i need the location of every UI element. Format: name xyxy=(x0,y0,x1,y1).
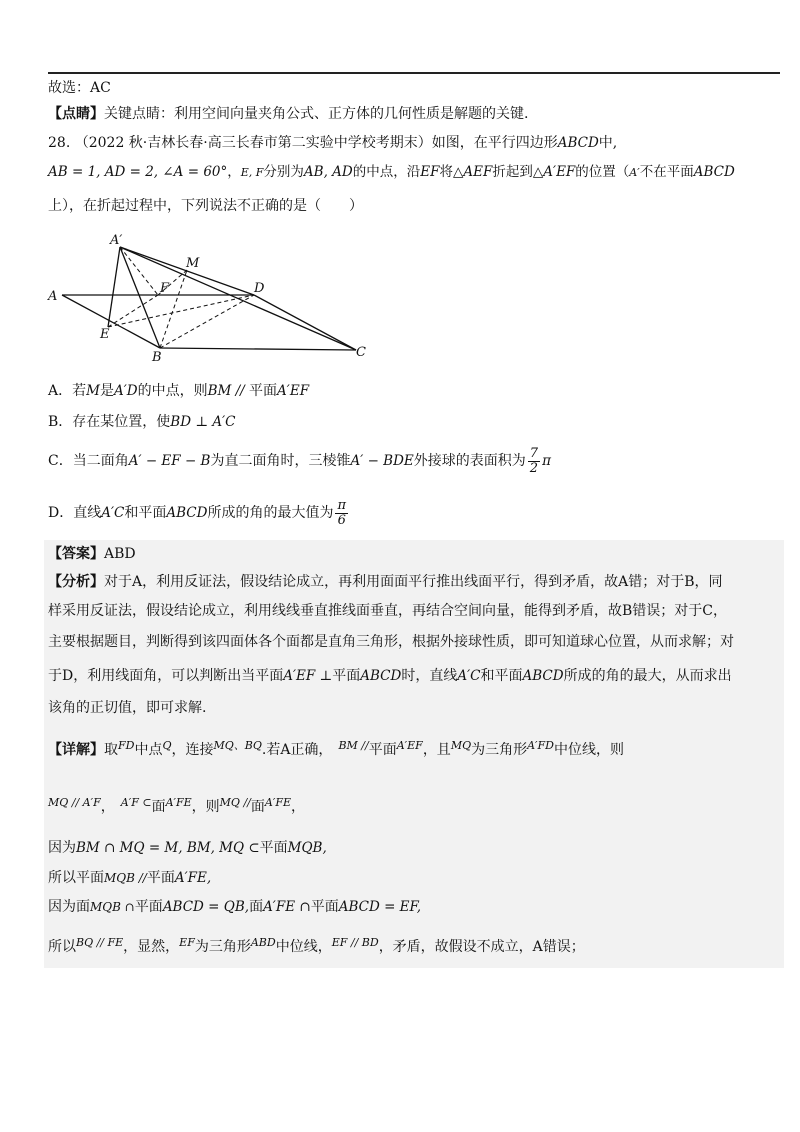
analysis-line-3: 主要根据题目，判断得到该四面体各个面都是直角三角形，根据外接球性质，即可知道球心位置，从而求解；对 xyxy=(48,634,734,650)
edge-a-e xyxy=(108,247,120,327)
edge-a-d xyxy=(120,247,254,295)
edge-e-f-dashed xyxy=(108,295,158,327)
fraction-seven-halves: $\frac{7}{2}$ xyxy=(529,445,539,476)
label-a: A xyxy=(48,289,58,304)
edge-b-d-dashed xyxy=(160,295,254,348)
analysis-line-1: 【分析】对于A，利用反证法，假设结论成立，再利用面面平行推出线面平行，得到矛盾，故A错；对于B，同 xyxy=(48,574,723,590)
detail-line-6: 所以$^{BQ // FE}$，显然，$^{EF}$为三角形$^{ABD}$中位线，$^{EF // BD}$，矛盾，故假设不成立，A错误； xyxy=(48,936,585,955)
edge-d-c xyxy=(254,295,356,350)
label-e: E xyxy=(100,327,110,342)
option-b: B．存在某位置，使BD ⊥ A′C xyxy=(48,414,236,430)
dianjing-tag: 【点睛】 xyxy=(48,106,104,122)
label-m: M xyxy=(186,256,200,271)
detail-line-1: 【详解】取$^{FD}$中点$^Q$，连接$^{MQ、BQ}$.若A正确， $^{BM //}$平面$^{A'EF}$，且$^{MQ}$为三角形$^{A'FD}$中位线，则 xyxy=(48,739,624,758)
header-rule xyxy=(48,72,780,74)
analysis-line-2: 样采用反证法，假设结论成立，利用线线垂直推线面垂直，再结合空间向量，能得到矛盾，故B错误；对于C， xyxy=(48,603,727,619)
label-a-prime: A′ xyxy=(110,233,123,248)
question-line-2: AB = 1, AD = 2, ∠A = 60°，E, F分别为AB, AD的中点，沿EF将△AEF折起到△A′EF的位置（A′不在平面ABCD xyxy=(48,164,735,180)
option-a: A．若M是A′D的中点，则BM // 平面A′EF xyxy=(48,383,310,399)
previous-answer: 故选：AC xyxy=(48,80,111,96)
detail-line-2: $^{MQ // A'F}$， $^{A'F \subset}$面$^{A'FE}$，则$^{MQ //}$面$^{A'FE}$， xyxy=(48,796,305,815)
question-line-1: 28. （2022 秋·吉林长春·高三长春市第二实验中学校考期末）如图，在平行四边形ABCD中, xyxy=(48,135,618,151)
analysis-line-4: 于D，利用线面角，可以判断出当平面A′EF ⊥平面ABCD时，直线A′C和平面ABCD所成的角的最大，从而求出 xyxy=(48,668,732,684)
answer-line: 【答案】ABD xyxy=(48,546,136,562)
label-d: D xyxy=(254,281,265,296)
detail-line-3: 因为BM ∩ MQ = M, BM, MQ ⊂平面MQB, xyxy=(48,840,327,856)
detail-line-5: 因为面MQB ∩平面ABCD = QB,面A′FE ∩平面ABCD = EF, xyxy=(48,899,422,915)
dianjing-note: 【点睛】关键点睛：利用空间向量夹角公式、正方体的几何性质是解题的关键. xyxy=(48,106,529,122)
geometry-figure xyxy=(46,228,386,368)
analysis-line-5: 该角的正切值，即可求解. xyxy=(48,700,207,716)
label-f: F xyxy=(160,281,170,296)
option-c: C．当二面角A′ − EF − B为直二面角时，三棱锥A′ − BDE外接球的表面积为 $\frac{7}{2}$ π xyxy=(48,445,551,476)
fraction-pi-sixth: $\frac{\pi}{6}$ xyxy=(337,497,347,528)
detail-line-4: 所以平面MQB //平面A′FE, xyxy=(48,870,212,886)
edge-b-c xyxy=(160,348,356,350)
option-d: D．直线A′C和平面ABCD所成的角的最大值为 $\frac{\pi}{6}$ xyxy=(48,497,347,528)
edge-e-d-dashed xyxy=(108,295,254,327)
label-c: C xyxy=(356,345,366,360)
label-b: B xyxy=(152,350,162,365)
question-line-3: 上），在折起过程中，下列说法不正确的是（ ） xyxy=(48,198,363,214)
